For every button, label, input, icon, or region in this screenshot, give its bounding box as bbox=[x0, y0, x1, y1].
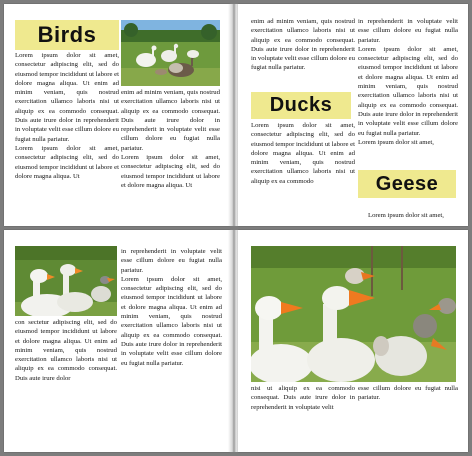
geese-closeup-image bbox=[251, 246, 456, 382]
geese-on-grass-image bbox=[121, 20, 220, 86]
geese-body-column-2-bottom: Lorem ipsum dolor sit amet, bbox=[368, 212, 444, 219]
bottom-right-body-column-2: esse cillum dolore eu fugiat nulla pariatur. bbox=[358, 385, 458, 402]
ducks-body-column-1-top: enim ad minim veniam, quis nostrud exercitation ullamco laboris nisi ut aliquip ex ea commodo consequat. Duis aute irure dolor in reprehenderit in voluptate velit esse cillum dolore eu fugiat nulla pariatur. bbox=[251, 18, 355, 72]
bottom-spread-left-page bbox=[4, 230, 230, 452]
white-geese-image bbox=[15, 246, 117, 316]
birds-body-column-1: Lorem ipsum dolor sit amet, consectetur adipiscing elit, sed do eiusmod tempor incididunt ut labore et dolore magna aliqua. Ut enim ad minim veniam, quis nostrud exercitation ullamco laboris nisi ut aliquip ex ea commodo consequat. Duis aute irure dolor in reprehenderit in voluptate velit esse cillum dolore eu fugiat nulla pariatur. Lorem ipsum dolor sit amet, consectetur adipiscing elit, sed do eiusmod tempor incididunt ut labore et dolore magna aliqua. Ut bbox=[15, 52, 119, 180]
birds-body-column-2: enim ad minim veniam, quis nostrud exercitation ullamco laboris nisi ut aliquip ex ea commodo consequat. Duis aute irure dolor in reprehenderit in voluptate velit esse cillum dolore eu fugiat nulla pariatur. Lorem ipsum dolor sit amet, consectetur adipiscing elit, sed do eiusmod tempor incididunt ut labore et dolore magna aliqua. Ut bbox=[121, 89, 220, 189]
bottom-right-body-column-1: nisi ut aliquip ex ea commodo consequat. Duis aute irure dolor in reprehenderit in voluptate velit bbox=[251, 385, 355, 411]
ducks-body-column-1-bottom: Lorem ipsum dolor sit amet, consectetur adipiscing elit, sed do eiusmod tempor incididunt ut labore et dolore magna aliqua. Ut enim ad minim veniam, quis nostrud exercitation ullamco laboris nisi ut aliquip ex ea commodo bbox=[251, 122, 355, 185]
bottom-body-column-2: in reprehenderit in voluptate velit esse cillum dolore eu fugiat nulla pariatur. Lorem ipsum dolor sit amet, consectetur adipiscing elit, sed do eiusmod tempor incididunt ut labore et dolore magna aliqua. Ut enim ad minim veniam, quis nostrud exercitation ullamco laboris nisi ut aliquip ex ea commodo consequat. Duis aute irure dolor in reprehenderit in voluptate velit esse cillum dolore eu fugiat nulla pariatur. bbox=[121, 248, 222, 367]
bottom-spread-right-page bbox=[238, 230, 468, 452]
ducks-heading: Ducks bbox=[251, 92, 351, 119]
geese-heading: Geese bbox=[358, 170, 456, 198]
top-spread-right-page bbox=[238, 4, 468, 226]
ducks-body-column-2-top: in reprehenderit in voluptate velit esse cillum dolore eu fugiat nulla pariatur. Lorem ipsum dolor sit amet, consectetur adipiscing elit, sed do eiusmod tempor incididunt ut labore et dolore magna aliqua. Ut enim ad minim veniam, quis nostrud exercitation ullamco laboris nisi ut aliquip ex ea commodo consequat. Duis aute irure dolor in reprehenderit in voluptate velit esse cillum dolore eu fugiat nulla pariatur. Lorem ipsum dolor sit amet, bbox=[358, 18, 458, 146]
bottom-body-column-1: con sectetur adipiscing elit, sed do eiusmod tempor incididunt ut labore et dolore magna aliqua. Ut enim ad minim veniam, quis nostrud exercitation ullamco laboris nisi ut aliquip ex ea commodo consequat. Duis aute irure dolor bbox=[15, 319, 117, 382]
birds-heading: Birds bbox=[15, 20, 119, 50]
top-spread-left-page bbox=[4, 4, 230, 226]
